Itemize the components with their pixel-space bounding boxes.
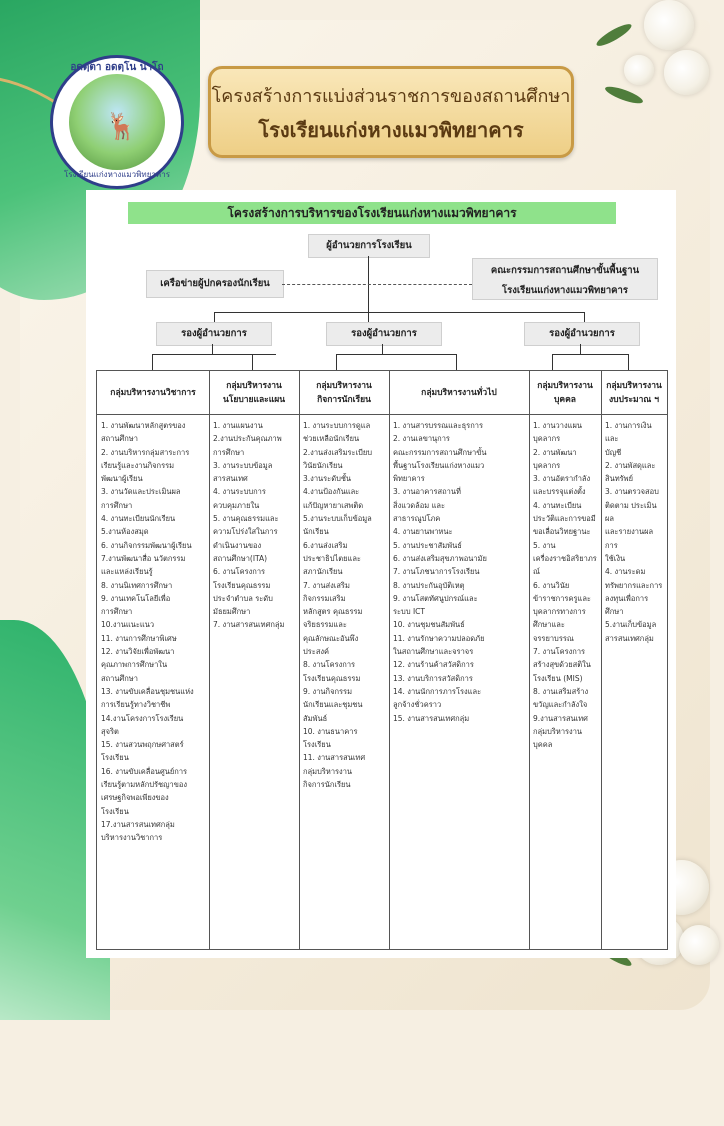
connector-line [382,344,383,354]
group-item-line: เศรษฐกิจพอเพียงของ [101,793,169,803]
connector-line [214,312,215,322]
group-item-line: 16. งานขับเคลื่อนศูนย์การ [101,766,188,776]
group-column-student-affairs [299,371,390,949]
group-item-line: การศึกษา [101,607,133,617]
connector-line [336,354,337,370]
group-item-line: เรียนรู้และงานกิจกรรม [101,460,175,470]
group-item-line: 9.งานสารสนเทศ [533,713,588,723]
group-item-line: บุคลากรทางการ [533,607,586,617]
group-item-line: 15. งานสารสนเทศกลุ่ม [393,713,470,723]
group-item-line: 5.งานเก็บข้อมูล [605,620,657,630]
group-item-line: 5. งานคุณธรรมและ [213,514,279,524]
director-box: ผู้อำนวยการโรงเรียน [308,234,430,258]
connector-line [212,344,213,354]
group-item-line: และบรรจุแต่งตั้ง [533,487,586,497]
group-item-line: 2.งานส่งเสริมระเบียบ [303,447,373,457]
connector-line [152,354,153,370]
group-item-line: โรงเรียนคุณธรรม [303,673,361,683]
group-items [529,419,601,751]
group-item-line: 2. งานพัสดุและ [605,460,656,470]
group-item-line: 6. งานโครงการ [213,567,266,577]
group-item-line: 9. งานกิจกรรม [303,686,353,696]
group-item-line: 1. งานการเงินและ [605,421,652,444]
group-item-line: และแหล่งเรียนรู้ [101,567,153,577]
group-item-line: 8. งานโครงการ [303,660,356,670]
banner-line-2: โรงเรียนแก่งหางแมวพิทยาคาร [258,118,524,142]
group-item-line: โรงเรียน (MIS) [533,673,583,683]
group-item-line: ลูกจ้างชั่วคราว [393,700,442,710]
group-item-line: 5.งานระบบเก็บข้อมูล [303,514,372,524]
group-item-line: ดำเนินงานของ [213,540,262,550]
group-item-line: 8. งานประกันอุบัติเหตุ [393,580,465,590]
group-item-line: 1. งานสารบรรณและธุรการ [393,421,483,430]
group-item-line: นักเรียนและชุมชน [303,700,363,710]
group-item-line: สิ่งแวดล้อม และ [393,500,446,510]
group-items [299,419,389,791]
group-item-line: กิจกรรมเสริม [303,593,346,603]
group-item-line: 5. งาน [533,540,556,550]
group-item-line: 12. งานร้านค้าสวัสดิการ [393,660,474,670]
group-item-line: 12. งานวิจัยเพื่อพัฒนา [101,647,175,657]
group-item-line: 1. งานพัฒนาหลักสูตรของ [101,421,186,430]
group-item-line: 10.งานแนะแนว [101,620,155,630]
group-item-line: 14. งานนักการภารโรงและ [393,686,482,696]
group-item-line: พิทยาคาร [393,474,425,484]
group-item-line: ติดตาม ประเมินผล [605,500,657,524]
connector-line [152,354,276,355]
connector-line [252,354,253,370]
logo-emblem [69,74,165,170]
group-header: กลุ่มบริหารงาน งบประมาณ ฯ [601,371,667,415]
group-item-line: ณ์ [533,567,540,577]
group-item-line: หลักสูตร คุณธรรม [303,607,363,617]
logo-motto: อดตฺตา อดตฺโน นาโถ [70,62,164,73]
title-banner [208,66,574,158]
group-item-line: 4. งานทะเบียน [533,500,582,510]
group-item-line: โรงเรียน [101,753,129,763]
group-item-line: 2.งานประกันคุณภาพ [213,434,282,444]
group-item-line: 3. งานวัดและประเมินผล [101,487,181,497]
group-item-line: ข้าราชการครูและ [533,593,591,603]
group-item-line: จริยธรรมและ [303,620,347,630]
group-header: กลุ่มบริหารงาน บุคคล [529,371,601,415]
deputy-box-1: รองผู้อำนวยการ [156,322,272,346]
group-item-line: 8. งานเสริมสร้าง [533,686,589,696]
connector-line [584,312,585,322]
group-item-line: แก้ปัญหายาเสพติด [303,500,364,510]
dashed-connector [282,284,472,285]
group-item-line: 9. งานโสตทัศนูปกรณ์และ [393,593,478,603]
group-item-line: 4.งานป้องกันและ [303,487,360,497]
group-item-line: พื้นฐานโรงเรียนแก่งหางแมว [393,460,485,470]
group-item-line: โรงเรียนคุณธรรม [213,580,271,590]
group-item-line: สารสนเทศกลุ่ม [605,633,654,643]
group-item-line: โรงเรียน [303,740,331,750]
group-item-line: 3. งานอาคารสถานที่ [393,487,461,497]
group-column-policy [209,371,300,949]
connector-line [336,354,456,355]
group-item-line: 9. งานเทคโนโลยีเพื่อ [101,593,171,603]
group-column-personnel [529,371,602,949]
group-item-line: 6. งานกิจกรรมพัฒนาผู้เรียน [101,540,192,550]
group-item-line: สภานักเรียน [303,567,343,577]
group-item-line: 13. งานขับเคลื่อนชุมชนแห่ง [101,686,194,696]
group-column-general [389,371,530,949]
group-item-line: การเรียนรู้ทางวิชาชีพ [101,700,171,710]
connector-line [456,354,457,370]
group-item-line: สาธารณูปโภค [393,514,441,524]
group-item-line: 14.งานโครงการโรงเรียน [101,713,184,723]
group-item-line: ศึกษาและ [533,620,565,630]
org-chart-panel [86,190,676,958]
connector-line [628,354,629,370]
group-item-line: ขอเลื่อนวิทยฐานะ [533,527,591,537]
group-header: กลุ่มบริหารงานทั่วไป [389,371,529,415]
group-item-line: 15. งานสวนพฤกษศาสตร์ [101,740,184,750]
group-item-line: สถานศึกษา [101,673,138,683]
group-item-line: ทรัพยากรและการ [605,580,663,590]
group-item-line: บุคลากร [533,434,561,444]
group-item-line: 1. งานแผนงาน [213,421,263,430]
group-items [601,419,667,645]
group-item-line: 5. งานประชาสัมพันธ์ [393,540,462,550]
group-item-line: กลุ่มบริหารงาน [533,726,583,736]
group-item-line: กิจการนักเรียน [303,780,351,790]
deputy-box-2: รองผู้อำนวยการ [326,322,442,346]
group-item-line: 11. งานรักษาความปลอดภัย [393,633,485,643]
group-item-line: ประชาธิปไตยและ [303,553,361,563]
group-header: กลุ่มบริหารงานวิชาการ [97,371,209,415]
flower-decoration-top [584,0,724,140]
group-item-line: คุณภาพการศึกษาใน [101,660,168,670]
school-logo [50,55,184,189]
group-item-line: 10. งานธนาคาร [303,726,358,736]
group-item-line: 7. งานโครงการ [533,647,586,657]
group-item-line: ลงทุนเพื่อการศึกษา [605,593,649,617]
group-item-line: และรายงานผลการ [605,527,654,550]
group-column-budget [601,371,667,949]
group-item-line: จรรยาบรรณ [533,633,574,643]
group-item-line: ช่วยเหลือนักเรียน [303,434,360,444]
board-line-1: คณะกรรมการสถานศึกษาขั้นพื้นฐาน [490,265,640,276]
connector-line [552,354,628,355]
group-items [209,419,299,632]
group-item-line: 7. งานส่งเสริม [303,580,350,590]
group-item-line: 4. งานยานพาหนะ [393,527,453,537]
school-board-box [472,258,658,300]
group-item-line: 4. งานระดม [605,567,646,577]
group-item-line: เครื่องราชอิสริยาภร [533,553,597,563]
group-item-line: บริหารงานวิชาการ [101,833,163,843]
group-item-line: 2. งานพัฒนา [533,447,577,457]
group-header: กลุ่มบริหารงาน กิจการนักเรียน [299,371,389,415]
group-item-line: คณะกรรมการสถานศึกษาขั้น [393,447,487,457]
group-item-line: ขวัญและกำลังใจ [533,700,588,710]
deputy-box-3: รองผู้อำนวยการ [524,322,640,346]
group-item-line: 5.งานห้องสมุด [101,527,149,537]
group-item-line: พัฒนาผู้เรียน [101,474,143,484]
deputy-bus-line [214,312,584,313]
group-item-line: 11. งานการศึกษาพิเศษ [101,633,177,643]
group-item-line: สารสนเทศ [213,474,248,484]
group-item-line: 6. งานวินัย [533,580,570,590]
group-item-line: ประจำตำบล ระดับ [213,593,273,603]
group-item-line: สร้างสุขด้วยสติใน [533,660,591,670]
group-item-line: 1. งานระบบการดูแล [303,421,371,430]
group-item-line: สุจริต [101,726,119,736]
group-item-line: ประสงค์ [303,647,330,657]
group-items [97,419,209,845]
group-item-line: วินัยนักเรียน [303,460,343,470]
group-item-line: 3.งานระดับชั้น [303,474,352,484]
banner-line-1: โครงสร้างการแบ่งส่วนราชการของสถานศึกษา [211,86,571,107]
group-item-line: 4. งานทะเบียนนักเรียน [101,514,176,524]
group-item-line: 7.งานพัฒนาสื่อ นวัตกรรม [101,553,186,563]
group-item-line: 10. งานชุมชนสัมพันธ์ [393,620,465,630]
group-item-line: บัญชี [605,447,622,457]
group-item-line: การศึกษา [101,500,133,510]
group-item-line: 4. งานระบบการ [213,487,266,497]
group-item-line: 6.งานส่งเสริม [303,540,348,550]
group-item-line: 13. งานบริการสวัสดิการ [393,673,473,683]
group-item-line: ประวัติและการขอมี [533,514,596,524]
group-item-line: 3. งานระบบข้อมูล [213,460,273,470]
group-item-line: มัธยมศึกษา [213,607,251,617]
group-item-line: 2. งานบริหารกลุ่มสาระการ [101,447,190,457]
group-item-line: ระบบ ICT [393,607,425,617]
group-item-line: 11. งานสารสนเทศ [303,753,366,763]
connector-line [580,344,581,354]
group-item-line: 17.งานสารสนเทศกลุ่ม [101,819,175,829]
group-item-line: สถานศึกษา [101,434,138,444]
group-item-line: บุคลากร [533,460,561,470]
group-item-line: ในสถานศึกษาและจราจร [393,647,474,657]
group-item-line: 1. งานวางแผน [533,421,582,430]
group-item-line: ใช้เงิน [605,553,626,563]
connector-line [552,354,553,370]
group-items [389,419,529,725]
group-item-line: 2. งานเลขานุการ [393,434,450,444]
group-item-line: คุณลักษณะอันพึง [303,633,359,643]
group-item-line: 7. งานโภชนาการโรงเรียน [393,567,480,577]
group-item-line: การศึกษา [213,447,245,457]
group-item-line: เรียนรู้ตามหลักปรัชญาของ [101,780,188,790]
deer-icon: 🦌 [105,112,138,142]
group-item-line: สินทรัพย์ [605,474,634,484]
group-item-line: บุคคล [533,740,553,750]
group-item-line: สัมพันธ์ [303,713,328,723]
group-item-line: 8. งานนิเทศการศึกษา [101,580,173,590]
group-item-line: นักเรียน [303,527,329,537]
group-item-line: สถานศึกษา(ITA) [213,553,268,563]
work-groups-table [96,370,668,950]
parents-network-box: เครือข่ายผู้ปกครองนักเรียน [146,270,284,298]
group-item-line: 6. งานส่งเสริมสุขภาพอนามัย [393,553,487,563]
group-item-line: 3. งานตรวจสอบ [605,487,659,497]
chart-title: โครงสร้างการบริหารของโรงเรียนแก่งหางแมวพิทยาคาร [128,202,616,224]
group-item-line: กลุ่มบริหารงาน [303,766,353,776]
group-item-line: 3. งานอัตรากำลัง [533,474,591,484]
group-column-academic [97,371,210,949]
group-item-line: 7. งานสารสนเทศกลุ่ม [213,620,285,630]
board-line-2: โรงเรียนแก่งหางแมวพิทยาคาร [502,285,628,296]
group-item-line: โรงเรียน [101,806,129,816]
group-header: กลุ่มบริหารงาน นโยบายและแผน [209,371,299,415]
group-item-line: ควบคุมภายใน [213,500,260,510]
group-item-line: ความโปร่งใสในการ [213,527,278,537]
logo-school-name: โรงเรียนแก่งหางแมวพิทยาคาร [63,170,171,179]
